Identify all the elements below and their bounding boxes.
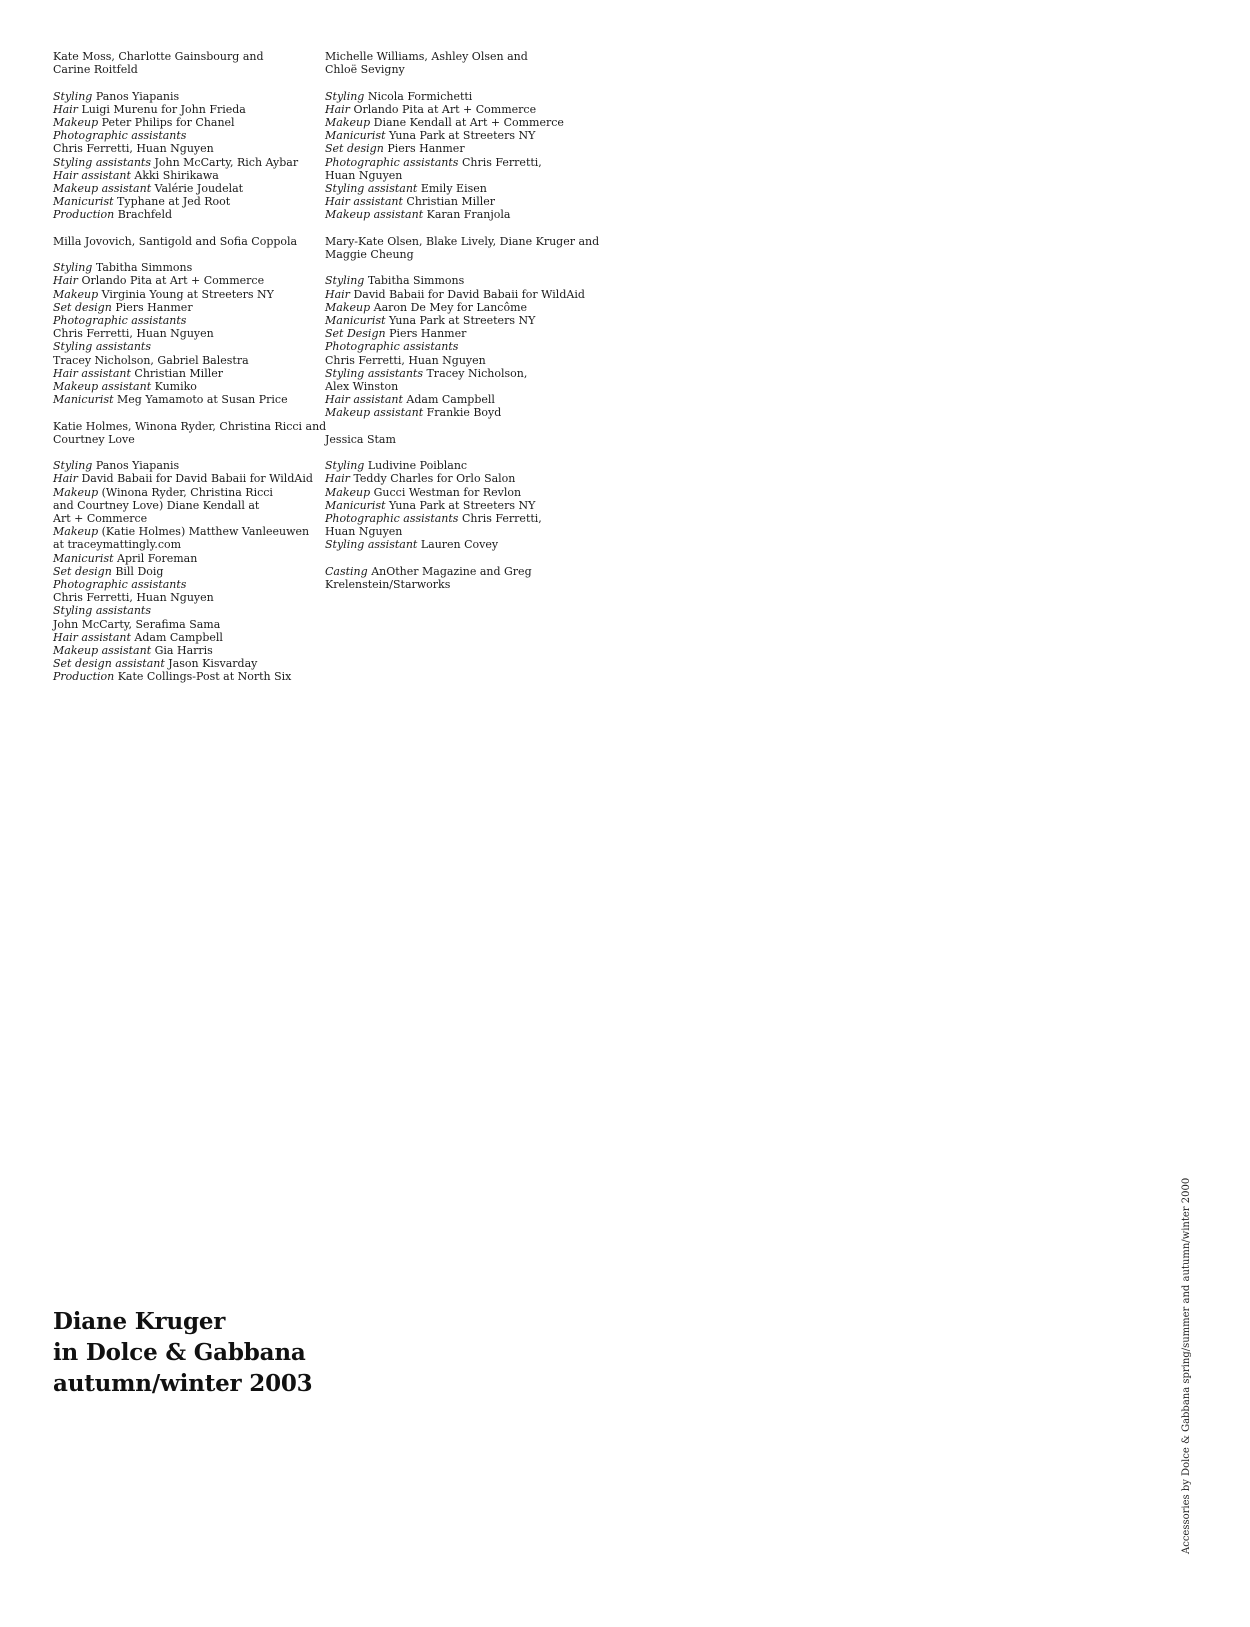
credit-role: Photographic assistants: [325, 155, 459, 169]
credit-line: [53, 472, 318, 485]
credit-line: [53, 578, 318, 591]
credit-text: Orlando Pita at Art + Commerce: [81, 274, 265, 288]
credit-line: [53, 50, 318, 63]
credit-line: [325, 327, 595, 340]
credit-line: [53, 354, 318, 367]
credit-role: Styling assistant: [325, 538, 418, 552]
credit-role: Set design assistant: [53, 657, 165, 671]
credit-line: [325, 406, 595, 419]
credit-text: AnOther Magazine and Greg: [371, 564, 532, 578]
credit-role: Set Design: [325, 327, 386, 341]
credit-text: Adam Campbell: [406, 393, 495, 407]
credit-text: David Babaii for David Babaii for WildAid: [81, 472, 313, 486]
credit-line: [53, 419, 327, 433]
credit-text: Kate Collings-Post at North Six: [117, 670, 292, 684]
credit-line: [325, 274, 595, 287]
credit-text: Huan Nguyen: [325, 525, 403, 539]
credit-role: Photographic assistants: [53, 314, 187, 328]
credit-line: [53, 512, 318, 525]
credit-role: Set design: [53, 300, 112, 314]
credit-line: [325, 103, 595, 116]
credit-text: Chris Ferretti, Huan Nguyen: [53, 142, 214, 156]
credit-role: Manicurist: [53, 195, 114, 209]
credit-block: [53, 90, 318, 222]
credit-line: [53, 142, 318, 155]
credit-text: Jessica Stam: [325, 432, 396, 446]
credit-text: at traceymattingly.com: [53, 538, 182, 552]
credit-line: [325, 499, 595, 512]
credit-text: Mary-Kate Olsen, Blake Lively, Diane Kruger and: [325, 234, 600, 248]
credit-role: Styling assistants: [53, 155, 151, 169]
credit-text: Chris Ferretti, Huan Nguyen: [53, 591, 214, 605]
credit-text: Valérie Joudelat: [154, 182, 244, 196]
credit-line: [53, 156, 318, 169]
credit-line: [325, 354, 595, 367]
credit-line: [53, 288, 318, 301]
credit-text: Courtney Love: [53, 432, 135, 446]
credit-line: [53, 459, 318, 472]
credit-block: [325, 433, 595, 446]
credit-line: [53, 340, 318, 353]
credit-role: Photographic assistants: [53, 578, 187, 592]
credit-block: [53, 261, 318, 406]
credit-line: [325, 156, 595, 169]
credit-line: [325, 525, 595, 538]
credit-role: Photographic assistants: [325, 340, 459, 354]
credit-role: Manicurist: [325, 314, 386, 328]
credit-text: Krelenstein/Starworks: [325, 578, 451, 592]
credit-line: [53, 591, 318, 604]
credit-role: Styling assistants: [53, 340, 151, 354]
credits-column-left: [53, 50, 327, 697]
feature-title: [53, 1306, 313, 1399]
credit-line: [325, 301, 595, 314]
credit-role: Manicurist: [53, 551, 114, 565]
credit-block: [53, 419, 327, 446]
credit-role: Styling: [325, 459, 365, 473]
credit-role: Hair: [53, 102, 78, 116]
credit-line: [325, 116, 595, 129]
credit-role: Hair: [325, 472, 350, 486]
credit-line: [53, 393, 318, 406]
credit-text: Christian Miller: [134, 366, 224, 380]
credit-line: [53, 103, 318, 116]
credit-text: Meg Yamamoto at Susan Price: [117, 393, 288, 407]
credit-text: David Babaii for David Babaii for WildAid: [353, 287, 585, 301]
credit-text: Teddy Charles for Orlo Salon: [353, 472, 516, 486]
credit-role: Hair: [325, 287, 350, 301]
credit-text: Yuna Park at Streeters NY: [389, 498, 536, 512]
credit-text: April Foreman: [117, 551, 198, 565]
credit-text: Akki Shirikawa: [134, 168, 219, 182]
credit-text: Luigi Murenu for John Frieda: [81, 102, 246, 116]
credit-text: Tabitha Simmons: [95, 261, 193, 275]
credit-role: Styling: [325, 89, 365, 103]
credit-role: Hair assistant: [53, 366, 131, 380]
credit-line: [53, 274, 318, 287]
credit-text: Ludivine Poiblanc: [367, 459, 468, 473]
title-line-1: Diane Kruger: [53, 1308, 226, 1335]
credit-line: [325, 433, 595, 446]
credit-line: [53, 657, 318, 670]
credit-text: Gia Harris: [154, 644, 213, 658]
credits-column-right: [325, 50, 600, 604]
credit-line: [53, 195, 318, 208]
credit-line: [53, 182, 318, 195]
credit-text: Aaron De Mey for Lancôme: [373, 300, 528, 314]
credit-text: Emily Eisen: [420, 182, 487, 196]
credit-text: Maggie Cheung: [325, 248, 414, 262]
credit-role: Makeup: [53, 116, 99, 129]
credit-role: Makeup: [325, 485, 371, 499]
credit-role: Photographic assistants: [325, 512, 459, 526]
credit-role: Makeup assistant: [53, 644, 152, 658]
credit-text: Chris Ferretti, Huan Nguyen: [53, 327, 214, 341]
title-line-2: in Dolce & Gabbana: [53, 1339, 306, 1366]
credit-text: Tracey Nicholson,: [426, 366, 528, 380]
credit-line: [325, 195, 595, 208]
credit-text: Panos Yiapanis: [95, 89, 180, 103]
credit-line: [325, 129, 595, 142]
credit-text: Yuna Park at Streeters NY: [389, 129, 536, 143]
credit-text: Orlando Pita at Art + Commerce: [353, 102, 537, 116]
credit-line: [53, 261, 318, 274]
credit-text: Michelle Williams, Ashley Olsen and: [325, 50, 528, 63]
credit-line: [53, 63, 318, 76]
credit-text: Brachfeld: [117, 208, 173, 222]
credit-block: [325, 234, 600, 262]
credit-line: [53, 552, 318, 565]
credit-role: Manicurist: [325, 129, 386, 143]
credit-line: [53, 380, 318, 393]
credit-line: [53, 208, 318, 221]
credit-text: and Courtney Love) Diane Kendall at: [53, 498, 260, 512]
credit-text: Diane Kendall at Art + Commerce: [373, 116, 564, 129]
credit-block: [325, 565, 595, 591]
credit-role: Hair: [325, 102, 350, 116]
credit-text: Lauren Covey: [420, 538, 499, 552]
credit-block: [53, 50, 318, 76]
credit-line: [53, 169, 318, 182]
credit-line: [325, 486, 595, 499]
credit-role: Hair assistant: [325, 195, 403, 209]
credit-role: Styling: [53, 89, 93, 103]
credit-role: Hair assistant: [325, 393, 403, 407]
credit-text: Milla Jovovich, Santigold and Sofia Coppola: [53, 234, 298, 248]
credit-block: [53, 235, 318, 248]
credit-text: Chloë Sevigny: [325, 63, 405, 77]
credit-text: Yuna Park at Streeters NY: [389, 314, 536, 328]
credit-line: [325, 380, 595, 393]
credit-line: [53, 565, 318, 578]
credit-text: Huan Nguyen: [325, 168, 403, 182]
credit-text: Virginia Young at Streeters NY: [101, 287, 274, 301]
credit-role: Production: [53, 208, 115, 222]
credit-line: [325, 472, 595, 485]
credit-role: Photographic assistants: [53, 129, 187, 143]
credit-line: [53, 538, 318, 551]
credit-text: Bill Doig: [115, 564, 164, 578]
credit-line: [53, 90, 318, 103]
credit-text: Tabitha Simmons: [367, 274, 465, 288]
credit-text: Chris Ferretti,: [461, 155, 542, 169]
credit-role: Hair: [53, 472, 78, 486]
credit-line: [325, 565, 595, 578]
credit-role: Makeup: [53, 485, 99, 499]
credit-role: Hair: [53, 274, 78, 288]
credit-role: Makeup assistant: [325, 406, 424, 420]
credit-text: Piers Hanmer: [115, 300, 193, 314]
credit-role: Styling assistants: [325, 366, 423, 380]
credit-line: [325, 142, 595, 155]
credit-text: Piers Hanmer: [389, 327, 467, 341]
credit-line: [53, 314, 318, 327]
credit-text: Piers Hanmer: [387, 142, 465, 156]
credit-line: [53, 301, 318, 314]
credit-role: Makeup: [53, 287, 99, 301]
credit-role: Hair assistant: [53, 630, 131, 644]
credit-line: [325, 63, 595, 76]
credit-text: Tracey Nicholson, Gabriel Balestra: [53, 353, 249, 367]
credit-text: Nicola Formichetti: [367, 89, 473, 103]
credit-line: [325, 393, 595, 406]
credit-line: [325, 314, 595, 327]
credit-text: Frankie Boyd: [426, 406, 502, 420]
credit-role: Makeup assistant: [53, 182, 152, 196]
credit-line: [53, 618, 318, 631]
credit-role: Manicurist: [53, 393, 114, 407]
credit-text: Peter Philips for Chanel: [101, 116, 235, 129]
credit-line: [53, 486, 318, 499]
credit-line: [53, 525, 318, 538]
credit-line: [325, 50, 595, 63]
credit-line: [325, 512, 595, 525]
credit-line: [325, 459, 595, 472]
title-line-3: autumn/winter 2003: [53, 1370, 313, 1397]
credit-line: [53, 644, 318, 657]
credit-line: [53, 116, 318, 129]
credit-line: [325, 288, 595, 301]
credit-text: Gucci Westman for Revlon: [373, 485, 522, 499]
credit-line: [325, 182, 595, 195]
credit-text: Art + Commerce: [53, 512, 148, 526]
credit-line: [325, 367, 595, 380]
credit-text: Chris Ferretti,: [461, 512, 542, 526]
credit-text: (Katie Holmes) Matthew Vanleeuwen: [101, 525, 310, 539]
credit-block: [325, 459, 595, 551]
credit-block: [325, 274, 595, 419]
credit-role: Makeup assistant: [325, 208, 424, 222]
credit-text: John McCarty, Rich Aybar: [154, 155, 299, 169]
credit-text: Kate Moss, Charlotte Gainsbourg and: [53, 50, 264, 63]
credit-role: Hair assistant: [53, 168, 131, 182]
credit-text: Karan Franjola: [426, 208, 511, 222]
credit-role: Set design: [325, 142, 384, 156]
credit-line: [325, 90, 595, 103]
credit-role: Set design: [53, 564, 112, 578]
credit-block: [325, 50, 595, 76]
credit-line: [53, 499, 318, 512]
credit-role: Styling assistants: [53, 604, 151, 618]
credit-text: Christian Miller: [406, 195, 496, 209]
credit-role: Makeup: [325, 300, 371, 314]
credit-line: [53, 129, 318, 142]
credit-text: Panos Yiapanis: [95, 459, 180, 473]
credit-line: [325, 248, 595, 261]
credit-text: (Winona Ryder, Christina Ricci: [101, 485, 273, 499]
credit-line: [53, 670, 318, 683]
credit-line: [325, 340, 595, 353]
credit-text: Katie Holmes, Winona Ryder, Christina Ricci and: [53, 419, 327, 433]
credit-text: Carine Roitfeld: [53, 63, 138, 77]
credit-role: Styling: [325, 274, 365, 288]
credit-role: Makeup assistant: [53, 380, 152, 394]
credit-role: Styling assistant: [325, 182, 418, 196]
credit-text: Alex Winston: [325, 380, 399, 394]
credit-text: Jason Kisvarday: [168, 657, 258, 671]
credit-role: Production: [53, 670, 115, 684]
credit-line: [53, 604, 318, 617]
credit-role: Styling: [53, 261, 93, 275]
credit-line: [53, 433, 318, 446]
credit-line: [53, 367, 318, 380]
credit-line: [325, 538, 595, 551]
credit-role: Styling: [53, 459, 93, 473]
credit-line: [53, 235, 318, 248]
credit-line: [325, 208, 595, 221]
credit-role: Makeup: [53, 525, 99, 539]
credit-text: Kumiko: [154, 380, 197, 394]
credit-line: [325, 234, 600, 248]
credit-line: [53, 327, 318, 340]
credit-role: Manicurist: [325, 498, 386, 512]
accessories-caption: Accessories by Dolce & Gabbana spring/summer and autumn/winter 2000: [1181, 1177, 1192, 1554]
credit-text: Chris Ferretti, Huan Nguyen: [325, 353, 486, 367]
credit-text: Typhane at Jed Root: [117, 195, 231, 209]
credit-text: Adam Campbell: [134, 630, 223, 644]
credit-line: [325, 578, 595, 591]
credit-role: Makeup: [325, 116, 371, 129]
credit-line: [325, 169, 595, 182]
credit-line: [53, 631, 318, 644]
credit-role: Casting: [325, 564, 368, 578]
credit-block: [325, 90, 595, 222]
credit-text: John McCarty, Serafima Sama: [53, 617, 221, 631]
credit-block: [53, 459, 318, 683]
